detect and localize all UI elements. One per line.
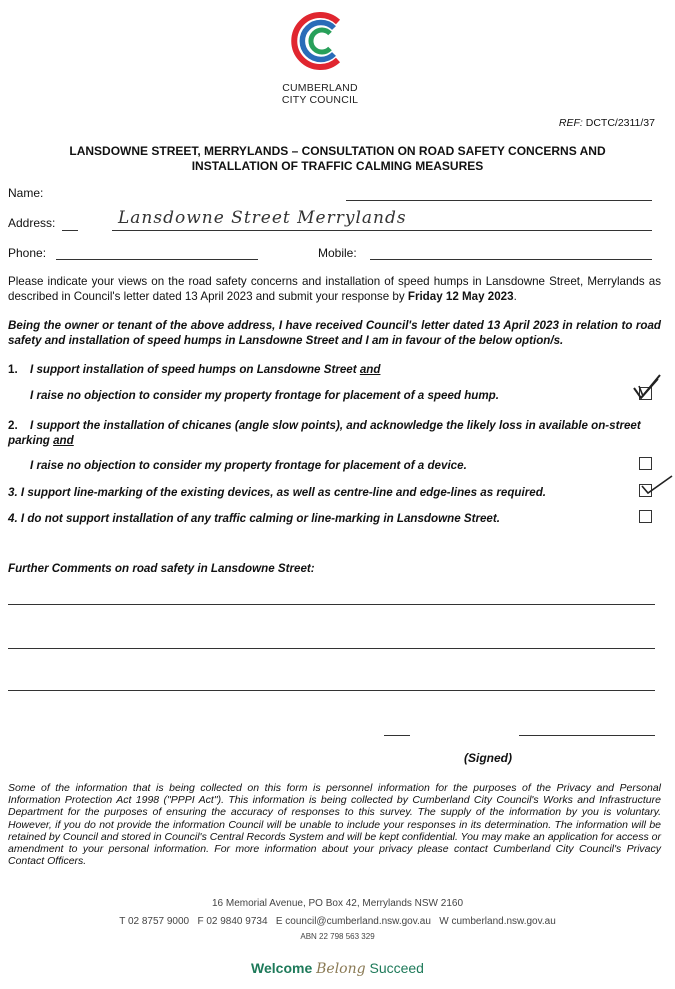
option-1-line1 xyxy=(8,362,615,377)
document-title xyxy=(20,144,655,174)
option-3-number: 3. xyxy=(8,486,18,499)
slogan xyxy=(0,960,675,977)
title-line2: INSTALLATION OF TRAFFIC CALMING MEASURES xyxy=(191,159,484,173)
mobile-label: Mobile: xyxy=(318,246,357,260)
address-handwritten: Lansdowne Street Merrylands xyxy=(118,208,407,228)
title-line1: LANSDOWNE STREET, MERRYLANDS – CONSULTATION ON ROAD SAFETY CONCERNS AND xyxy=(69,144,606,158)
council-logo-icon xyxy=(288,8,354,74)
phone-field[interactable] xyxy=(56,259,258,260)
comment-line-2[interactable] xyxy=(8,648,655,649)
intro-end: . xyxy=(513,290,517,303)
option-1-checkmark-icon xyxy=(628,372,664,402)
option-2-number: 2. xyxy=(8,419,18,432)
privacy-notice: Some of the information that is being collected on this form is personnel information for the purposes of the Privacy and Personal Information Protection Act 1998 ("PPPI Act"). This information is being collected by Cumberland City Council's Works and Infrastructure Department for the purposes of ensuring the accuracy of responses to this survey. The supply of the information by you is voluntary. However, if you do not provide the information Council will be unable to include your responses in its determination. The information will be retained by Council and stored in Council's Central Records System and will be kept confidential. You may make an application for access or amendment to your personal information. For more information about your privacy please contact Cumberland City Council's Privacy Contact Officers. xyxy=(8,782,661,868)
option-3-checkmark-icon xyxy=(636,472,675,498)
option-4-number: 4. xyxy=(8,512,18,525)
footer-address: 16 Memorial Avenue, PO Box 42, Merrylands NSW 2160 xyxy=(211,898,464,909)
reference xyxy=(559,117,655,129)
address-field[interactable] xyxy=(112,230,652,231)
slogan-welcome: Welcome xyxy=(251,960,313,976)
intro-paragraph xyxy=(8,274,661,304)
council-name-line1: CUMBERLAND xyxy=(282,82,358,94)
reference-value: DCTC/2311/37 xyxy=(585,117,655,129)
option-1-number: 1. xyxy=(8,363,18,376)
option-4-text: I do not support installation of any traffic calming or line-marking in Lansdowne Street. xyxy=(20,512,500,525)
council-name xyxy=(260,82,380,106)
signature-line[interactable] xyxy=(519,735,655,736)
address-field-start xyxy=(62,230,78,231)
option-2-checkbox[interactable] xyxy=(639,457,652,470)
option-2-text: I support the installation of chicanes (angle slow points), and acknowledge the likely loss in available on-street parking xyxy=(8,419,641,447)
option-2-line2: I raise no objection to consider my property frontage for placement of a device. xyxy=(30,459,467,472)
comment-line-3[interactable] xyxy=(8,690,655,691)
phone-label: Phone: xyxy=(8,246,47,260)
intro-deadline: Friday 12 May 2023 xyxy=(407,290,514,303)
option-1-text: I support installation of speed humps on Lansdowne Street xyxy=(30,363,360,376)
name-field[interactable] xyxy=(346,200,652,201)
intro-text: Please indicate your views on the road safety concerns and installation of speed humps in Lansdowne Street, Merrylands as described in Council's letter dated 13 April 2023 and submit your response by xyxy=(8,275,661,303)
option-2-line1 xyxy=(8,418,665,448)
option-1-and: and xyxy=(359,363,381,376)
signature-dash xyxy=(384,735,410,736)
name-label: Name: xyxy=(8,186,44,200)
comment-line-1[interactable] xyxy=(8,604,655,605)
reference-label: REF: xyxy=(558,117,583,129)
option-1-line2: I raise no objection to consider my property frontage for placement of a speed hump. xyxy=(30,389,499,402)
footer-contacts: T 02 8757 9000 F 02 9840 9734 E council@cumberland.nsw.gov.au W cumberland.nsw.gov.au xyxy=(119,916,556,927)
option-2-and: and xyxy=(53,434,74,447)
option-3-text: I support line-marking of the existing devices, as well as centre-line and edge-lines as required. xyxy=(20,486,546,499)
signed-label: (Signed) xyxy=(464,751,512,765)
footer-abn: ABN 22 798 563 329 xyxy=(300,932,375,941)
comments-label: Further Comments on road safety in Lansdowne Street: xyxy=(8,562,315,575)
address-label: Address: xyxy=(8,216,56,230)
statement-paragraph: Being the owner or tenant of the above address, I have received Council's letter dated 13 April 2023 in relation to road safety and installation of speed humps in Lansdowne Street and I am in favour of the below option/s. xyxy=(8,319,661,347)
option-4-checkbox[interactable] xyxy=(639,510,652,523)
option-4-line1 xyxy=(8,511,615,526)
option-3-line1 xyxy=(8,485,615,500)
slogan-succeed: Succeed xyxy=(369,960,424,976)
slogan-belong: Belong xyxy=(316,961,366,977)
mobile-field[interactable] xyxy=(370,259,652,260)
council-name-line2: CITY COUNCIL xyxy=(281,94,359,106)
